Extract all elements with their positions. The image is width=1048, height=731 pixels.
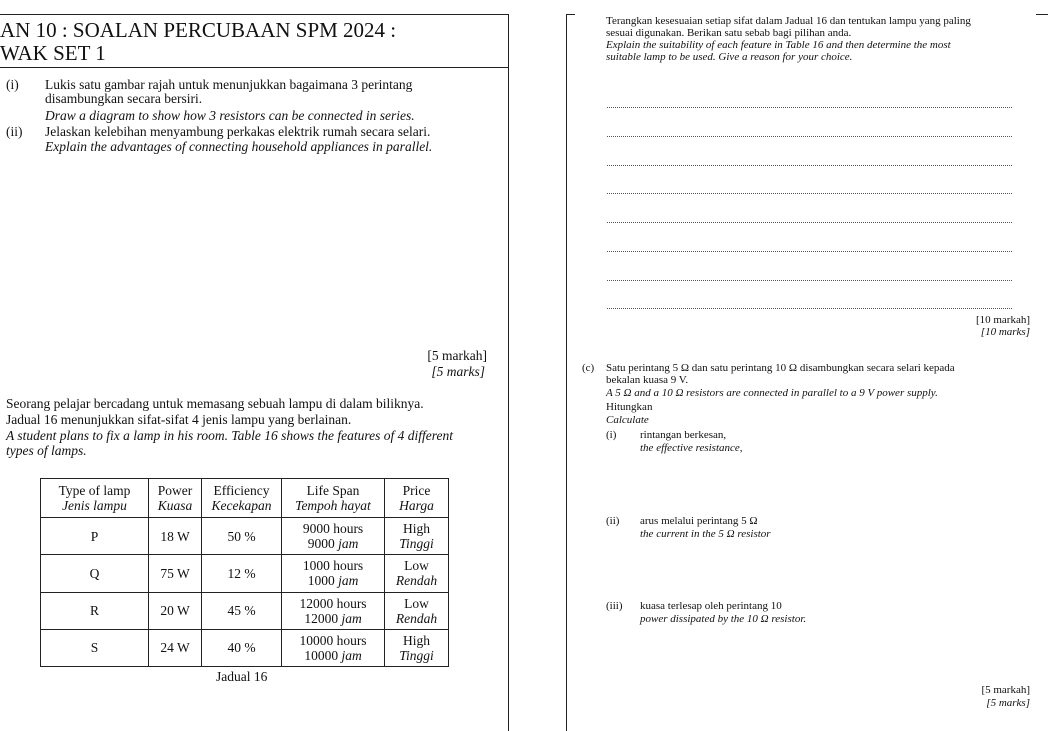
col-header-price: Price Harga (385, 479, 449, 518)
q-i-number: (i) (6, 77, 19, 92)
answer-line (607, 136, 1012, 137)
cell-power: 18 W (149, 518, 202, 555)
marks-english: [5 marks] (431, 364, 485, 379)
cell-price: High Tinggi (385, 629, 449, 666)
calculate-english: Calculate (606, 414, 649, 426)
intro-malay-line1: Seorang pelajar bercadang untuk memasang sebuah lampu di dalam biliknya. (6, 396, 424, 411)
table-row (41, 555, 449, 592)
corner-mark-top-right (1036, 14, 1048, 15)
header-top-rule (0, 14, 509, 15)
cell-power: 20 W (149, 592, 202, 629)
part-iii-malay: kuasa terlesap oleh perintang 10 (640, 600, 782, 612)
cell-efficiency: 12 % (202, 555, 282, 592)
part-ii-english: the current in the 5 Ω resistor (640, 528, 771, 540)
q-ii-malay: Jelaskan kelebihan menyambung perkakas elektrik rumah secara selari. (45, 124, 431, 139)
col-header-life-span: Life Span Tempoh hayat (282, 479, 385, 518)
answer-line (607, 193, 1012, 194)
col-header-power: Power Kuasa (149, 479, 202, 518)
table-caption: Jadual 16 (216, 669, 268, 684)
cell-type: Q (41, 555, 149, 592)
col-header-efficiency: Efficiency Kecekapan (202, 479, 282, 518)
cell-power: 75 W (149, 555, 202, 592)
part-ii-malay: arus melalui perintang 5 Ω (640, 515, 758, 527)
intro-malay-line2: Jadual 16 menunjukkan sifat-sifat 4 jenis lampu yang berlainan. (6, 412, 352, 427)
marks10-english: [10 marks] (980, 326, 1030, 338)
header-bottom-rule (0, 67, 509, 68)
q-c-malay-line1: Satu perintang 5 Ω dan satu perintang 10 Ω disambungkan secara selari kepada (606, 362, 955, 374)
cell-life-span: 12000 hours 12000 jam (282, 592, 385, 629)
cell-type: R (41, 592, 149, 629)
lamp-table-header-row (41, 479, 449, 518)
corner-mark-top-left (566, 14, 575, 15)
marks-malay: [5 markah] (427, 348, 487, 363)
q-ii-number: (ii) (6, 124, 23, 139)
calculate-malay: Hitungkan (606, 401, 653, 413)
q-c-malay-line2: bekalan kuasa 9 V. (606, 374, 689, 386)
answer-line (607, 251, 1012, 252)
marks10-malay: [10 markah] (975, 314, 1030, 326)
marks5-malay: [5 markah] (981, 684, 1030, 696)
cell-life-span: 10000 hours 10000 jam (282, 629, 385, 666)
cell-price: High Tinggi (385, 518, 449, 555)
explain-english-line1: Explain the suitability of each feature in Table 16 and then determine the most (606, 39, 951, 51)
page-header-line1: AN 10 : SOALAN PERCUBAAN SPM 2024 : (0, 18, 397, 42)
q-ii-english: Explain the advantages of connecting household appliances in parallel. (45, 139, 433, 154)
part-ii-number: (ii) (606, 515, 620, 527)
page-header-line2: WAK SET 1 (0, 41, 106, 65)
answer-line (607, 165, 1012, 166)
q-c-english: A 5 Ω and a 10 Ω resistors are connected in parallel to a 9 V power supply. (606, 387, 938, 399)
q-i-malay-line2: disambungkan secara bersiri. (45, 91, 203, 106)
explain-english-line2: suitable lamp to be used. Give a reason for your choice. (606, 51, 853, 63)
explain-malay-line2: sesuai digunakan. Berikan satu sebab bagi pilihan anda. (606, 27, 852, 39)
table-row (41, 629, 449, 666)
cell-efficiency: 40 % (202, 629, 282, 666)
answer-line (607, 222, 1012, 223)
part-iii-number: (iii) (606, 600, 623, 612)
answer-line (607, 308, 1012, 309)
left-page-right-border (508, 14, 509, 731)
explain-malay-line1: Terangkan kesesuaian setiap sifat dalam Jadual 16 dan tentukan lampu yang paling (606, 15, 971, 27)
col-header-type: Type of lamp Jenis lampu (41, 479, 149, 518)
cell-power: 24 W (149, 629, 202, 666)
cell-price: Low Rendah (385, 555, 449, 592)
q-i-malay-line1: Lukis satu gambar rajah untuk menunjukkan bagaimana 3 perintang (45, 77, 413, 92)
marks5-english: [5 marks] (986, 697, 1030, 709)
part-i-number: (i) (606, 429, 617, 441)
right-page-left-border (566, 14, 567, 731)
cell-efficiency: 50 % (202, 518, 282, 555)
lamp-table (40, 478, 449, 667)
intro-english-line1: A student plans to fix a lamp in his room. Table 16 shows the features of 4 different (6, 428, 454, 443)
part-i-malay: rintangan berkesan, (640, 429, 727, 441)
cell-life-span: 9000 hours 9000 jam (282, 518, 385, 555)
q-i-english: Draw a diagram to show how 3 resistors can be connected in series. (45, 108, 415, 123)
table-row (41, 518, 449, 555)
cell-life-span: 1000 hours 1000 jam (282, 555, 385, 592)
part-i-english: the effective resistance, (640, 442, 743, 454)
cell-type: P (41, 518, 149, 555)
cell-efficiency: 45 % (202, 592, 282, 629)
intro-english-line2: types of lamps. (6, 443, 87, 458)
part-iii-english: power dissipated by the 10 Ω resistor. (640, 613, 807, 625)
answer-line (607, 107, 1012, 108)
cell-price: Low Rendah (385, 592, 449, 629)
answer-line (607, 280, 1012, 281)
q-c-number: (c) (582, 362, 595, 374)
cell-type: S (41, 629, 149, 666)
table-row (41, 592, 449, 629)
